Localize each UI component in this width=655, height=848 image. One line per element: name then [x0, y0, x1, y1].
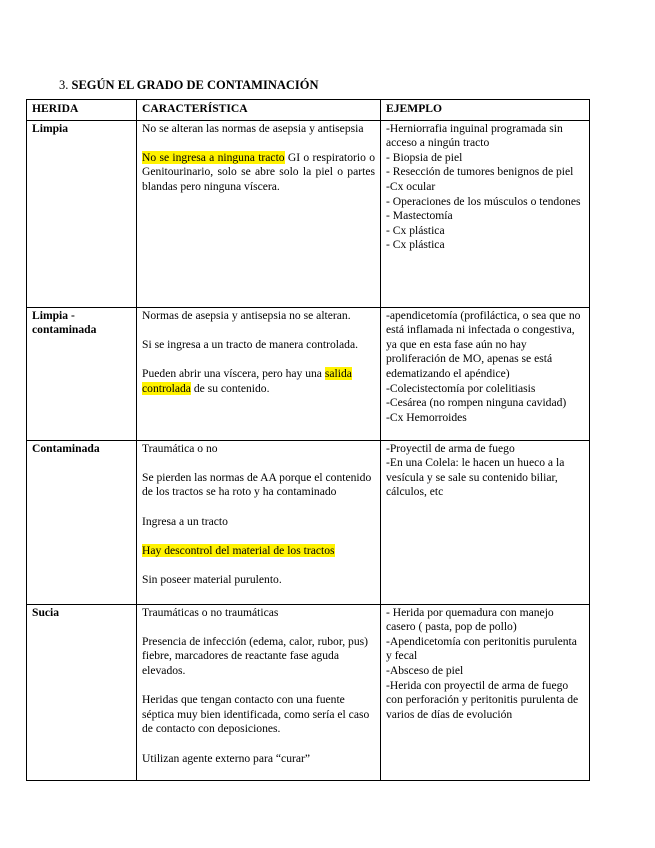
table-row — [27, 307, 590, 440]
ejemplo-cell — [381, 307, 590, 440]
caracteristica-cell — [137, 307, 381, 440]
paragraph: Traumática o no — [142, 441, 218, 455]
herida-cell: Limpia — [27, 120, 137, 307]
example-item: -apendicetomía (profiláctica, o sea que no está inflamada ni infectada o congestiva, ya que en esta fase aún no hay proliferación de MO, apenas se está edematizando el apéndice) — [386, 308, 581, 380]
herida-cell: Sucia — [27, 604, 137, 780]
paragraph: Utilizan agente externo para “curar” — [142, 751, 311, 765]
header-row — [27, 100, 590, 121]
herida-cell: Limpia - contaminada — [27, 307, 137, 440]
paragraph: No se alteran las normas de asepsia y antisepsia — [142, 121, 364, 135]
example-item: -Cx Hemorroides — [386, 410, 467, 424]
paragraph: Traumáticas o no traumáticas — [142, 605, 279, 619]
example-item: -Apendicetomía con peritonitis purulenta y fecal — [386, 634, 577, 663]
ejemplo-cell — [381, 120, 590, 307]
example-item: -En una Colela: le hacen un hueco a la vesícula y se sale su contenido biliar, cálculos, etc — [386, 456, 565, 499]
paragraph — [142, 151, 375, 195]
table-row — [27, 604, 590, 780]
example-item: - Operaciones de los músculos o tendones — [386, 194, 581, 208]
contamination-table — [26, 99, 590, 781]
example-item: -Absceso de piel — [386, 663, 464, 677]
paragraph: Sin poseer material purulento. — [142, 572, 282, 586]
paragraph: Heridas que tengan contacto con una fuente séptica muy bien identificada, como sería el caso de contacto con deposiciones. — [142, 693, 370, 736]
example-item: -Proyectil de arma de fuego — [386, 441, 515, 455]
section-heading — [59, 78, 319, 93]
header-ejemplo: EJEMPLO — [381, 100, 590, 121]
header-caracteristica: CARACTERÍSTICA — [137, 100, 381, 121]
table-row — [27, 120, 590, 307]
caracteristica-cell — [137, 440, 381, 604]
section-title: SEGÚN EL GRADO DE CONTAMINACIÓN — [71, 78, 319, 92]
ejemplo-cell — [381, 440, 590, 604]
paragraph — [142, 544, 375, 559]
example-item: -Colecistectomía por colelitiasis — [386, 381, 536, 395]
paragraph: Se pierden las normas de AA porque el contenido de los tractos se ha roto y ha contaminado — [142, 470, 372, 499]
caracteristica-cell — [137, 120, 381, 307]
highlighted-text: salida controlada — [142, 366, 352, 395]
example-item: -Cesárea (no rompen ninguna cavidad) — [386, 396, 567, 410]
herida-cell: Contaminada — [27, 440, 137, 604]
example-item: - Herida por quemadura con manejo casero ( pasta, pop de pollo) — [386, 605, 554, 634]
ejemplo-cell — [381, 604, 590, 780]
example-item: - Cx plástica — [386, 223, 445, 237]
paragraph-rest: GI o respiratorio o Genitourinario, solo se abre solo la piel o partes blandas pero ninguna víscera. — [142, 150, 375, 193]
paragraph-start: Pueden abrir una víscera, pero hay una — [142, 366, 325, 380]
paragraph: Ingresa a un tracto — [142, 514, 228, 528]
table-row — [27, 440, 590, 604]
paragraph-end: de su contenido. — [190, 381, 270, 395]
highlighted-text: No se ingresa a ninguna tracto — [142, 150, 285, 164]
header-herida: HERIDA — [27, 100, 137, 121]
example-item: - Resección de tumores benignos de piel — [386, 165, 574, 179]
section-number: 3. — [59, 78, 69, 92]
example-item: - Cx plástica — [386, 238, 445, 252]
example-item: -Cx ocular — [386, 179, 436, 193]
highlighted-text: Hay descontrol del material de los tractos — [142, 543, 335, 557]
paragraph: Presencia de infección (edema, calor, rubor, pus) fiebre, marcadores de reactante fase aguda elevados. — [142, 634, 369, 677]
example-item: - Biopsia de piel — [386, 150, 463, 164]
paragraph: Normas de asepsia y antisepsia no se alteran. — [142, 308, 351, 322]
example-item: - Mastectomía — [386, 209, 453, 223]
example-item: -Herida con proyectil de arma de fuego con perforación y peritonitis purulenta de varios de días de evolución — [386, 678, 579, 721]
caracteristica-cell — [137, 604, 381, 780]
paragraph: Si se ingresa a un tracto de manera controlada. — [142, 337, 359, 351]
paragraph — [142, 367, 375, 396]
example-item: -Herniorrafia inguinal programada sin acceso a ningún tracto — [386, 121, 563, 150]
